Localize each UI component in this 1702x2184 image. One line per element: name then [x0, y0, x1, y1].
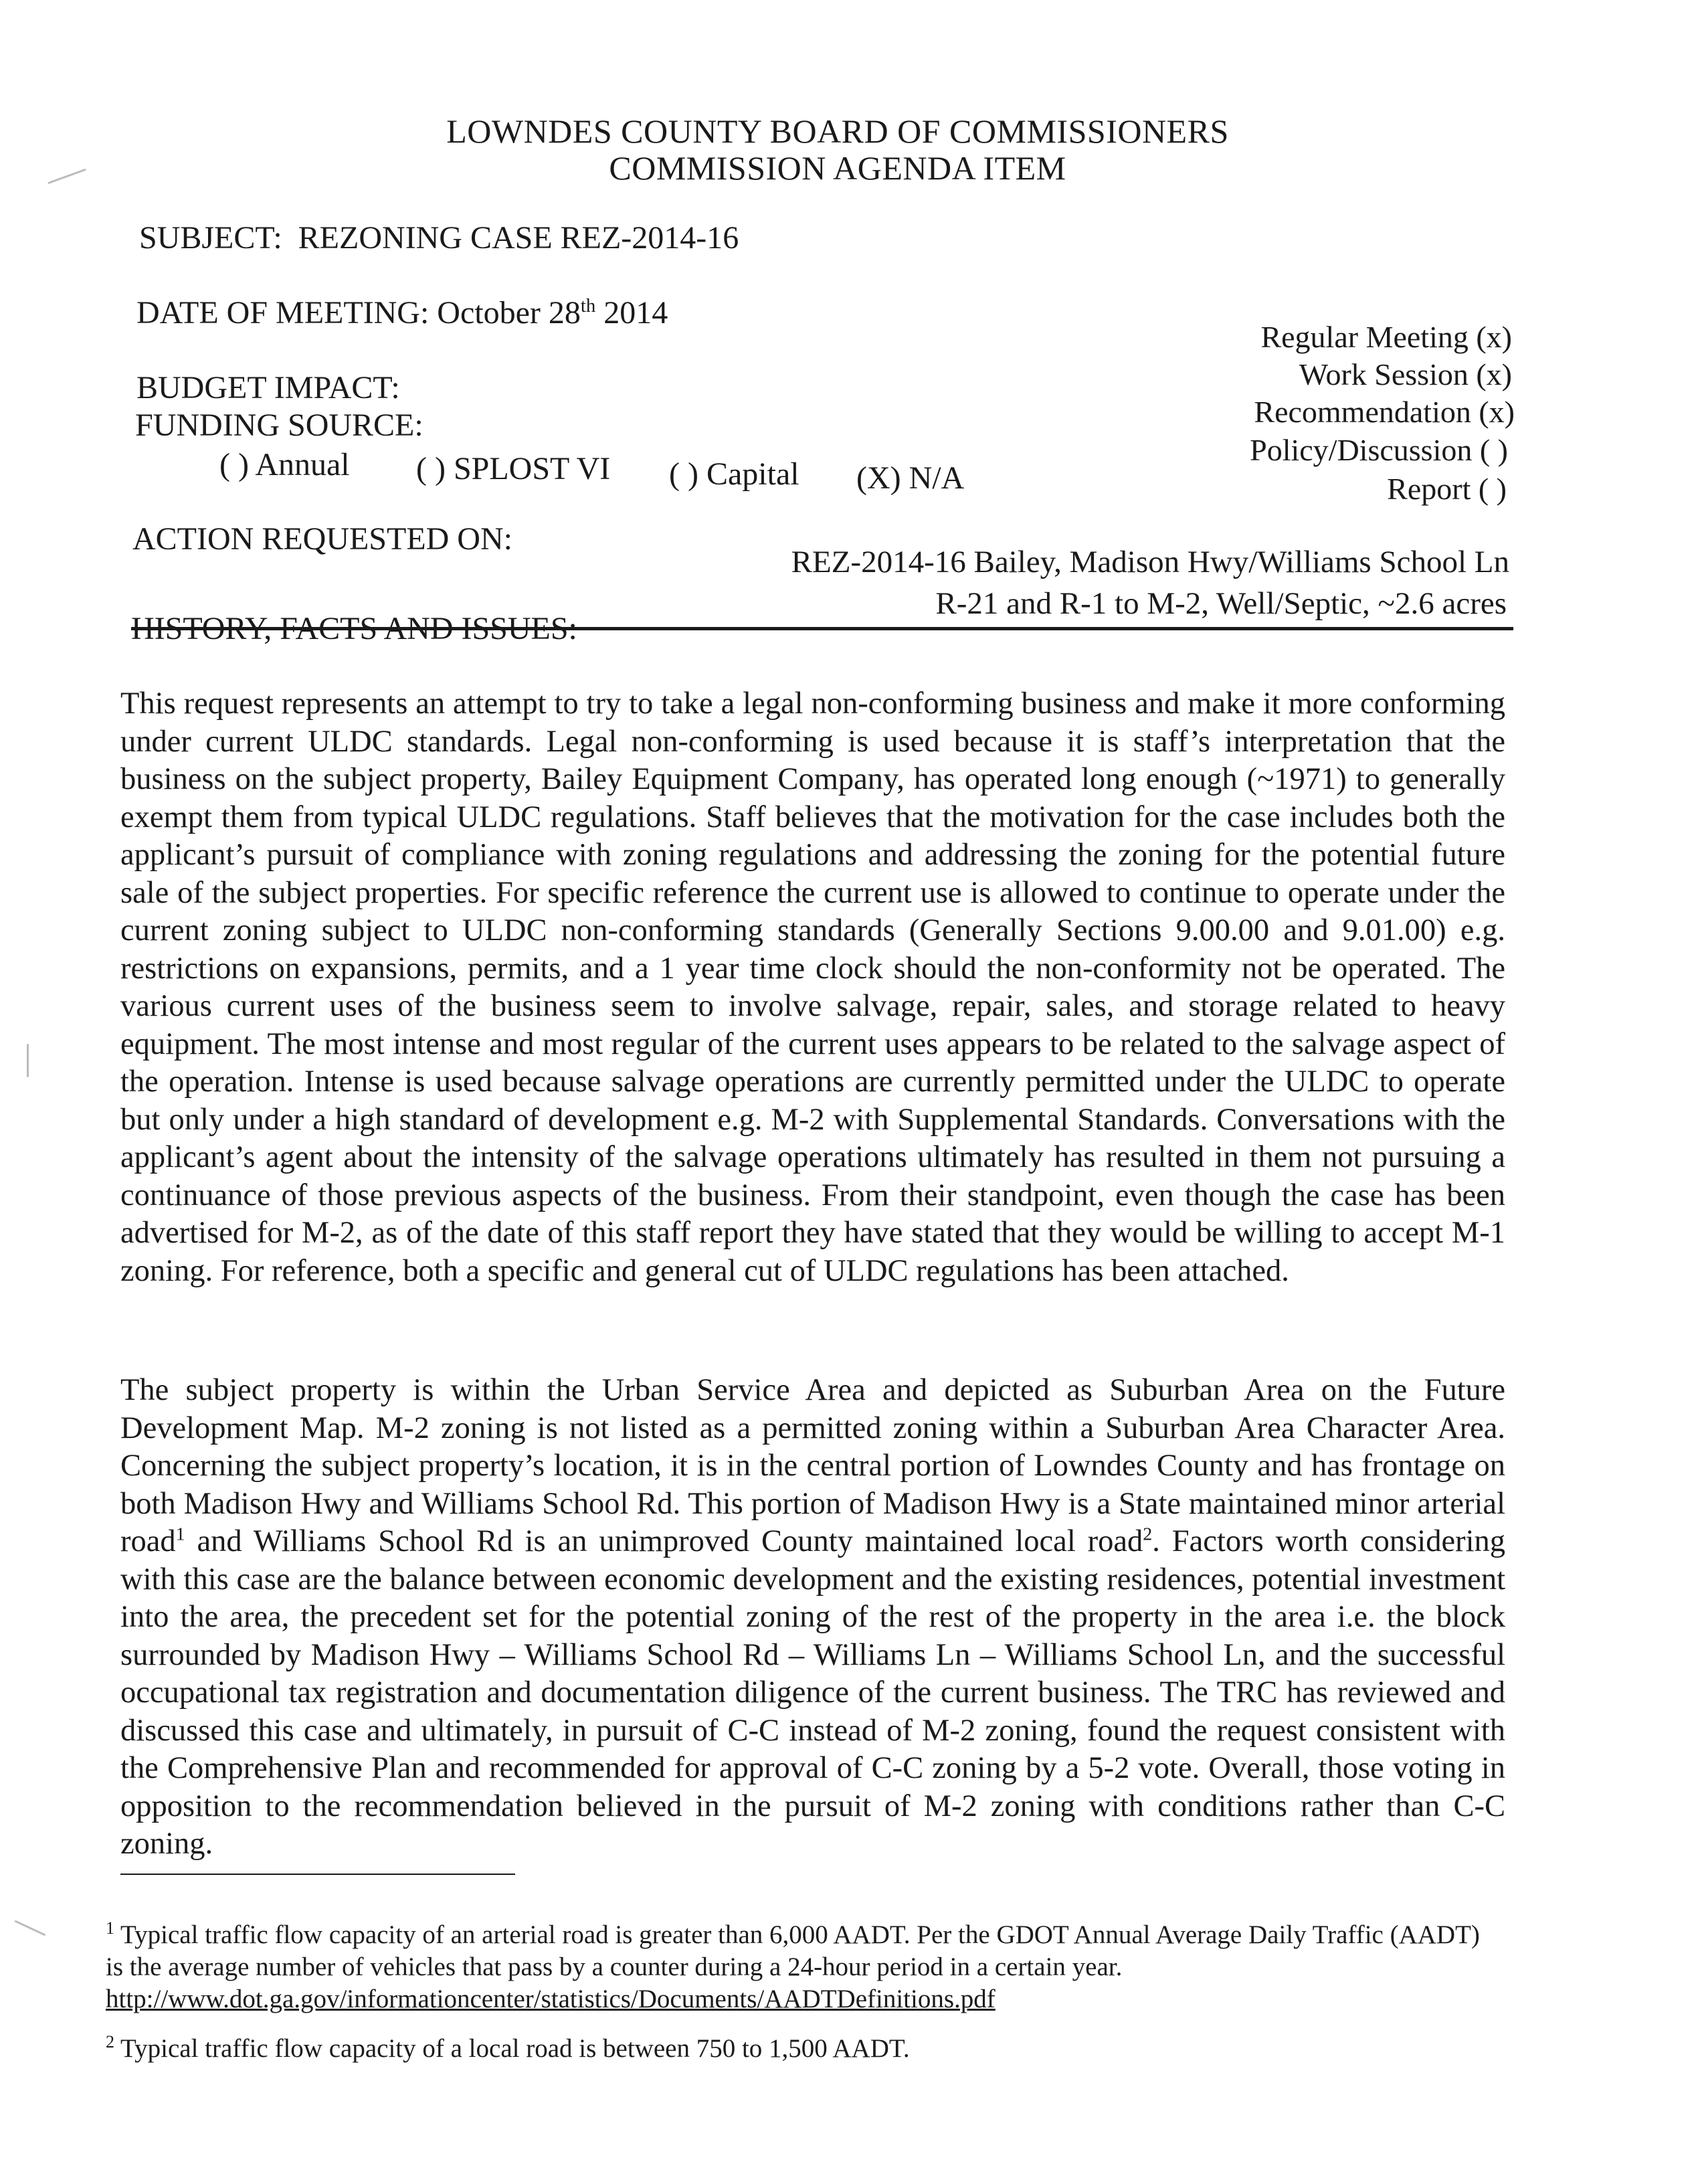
header-title-line2: COMMISSION AGENDA ITEM — [609, 149, 1066, 187]
history-label: HISTORY, FACTS AND ISSUES: — [131, 611, 577, 646]
meeting-date-row — [136, 294, 668, 332]
funding-option-splost: ( ) SPLOST VI — [416, 451, 611, 486]
budget-impact-label: BUDGET IMPACT: — [136, 370, 400, 405]
footnote-ref-1: 1 — [175, 1524, 185, 1545]
meeting-type-report: Report ( ) — [1387, 472, 1507, 506]
meeting-date-label: DATE OF MEETING: — [136, 295, 430, 331]
footnote-2 — [106, 2033, 1497, 2065]
footnote-separator — [120, 1874, 515, 1875]
subject-value: REZONING CASE REZ-2014-16 — [298, 220, 739, 256]
action-requested-label: ACTION REQUESTED ON: — [132, 521, 512, 557]
action-case-line2: R-21 and R-1 to M-2, Well/Septic, ~2.6 acres — [935, 586, 1507, 621]
funding-source-label: FUNDING SOURCE: — [135, 407, 423, 443]
meeting-type-regular: Regular Meeting (x) — [1260, 320, 1512, 354]
meeting-type-recommendation: Recommendation (x) — [1254, 395, 1515, 429]
history-paragraph-2: The subject property is within the Urban Service Area and depicted as Suburban Area on the Future Development Map. M-2 zoning is not listed as a permitted zoning within a Suburban Area Character Area. Concerning the subject property’s location, it is in the central portion of Lowndes County and has frontage on both Madison Hwy and Williams School Rd. This portion of Madison Hwy is a State maintained minor arterial road$^1$ and Williams School Rd is an unimproved County maintained local road$^2$. Factors worth considering with this case are the balance between economic development and the existing residences, potential investment into the area, the precedent set for the potential zoning of the rest of the property in the area i.e. the block surrounded by Madison Hwy – Williams School Rd – Williams Ln – Williams School Ln, and the successful occupational tax registration and documentation diligence of the current business. The TRC has reviewed and discussed this case and ultimately, in pursuit of C-C instead of M-2 zoning, found the request consistent with the Comprehensive Plan and recommended for approval of C-C zoning by a 5-2 vote. Overall, those voting in opposition to the recommendation believed in the pursuit of M-2 zoning with conditions rather than C-C zoning. — [120, 1373, 1505, 1861]
footnote-1-text: Typical traffic flow capacity of an arterial road is greater than 6,000 AADT. Per the GDOT Annual Average Daily Traffic (AADT) is the average number of vehicles that pass by a counter during a 24-hour period in a certain year. — [106, 1920, 1480, 1981]
meeting-type-policy-discussion: Policy/Discussion ( ) — [1250, 433, 1508, 467]
footnote-1-mark: 1 — [106, 1918, 114, 1938]
funding-option-na: (X) N/A — [856, 460, 965, 496]
subject-label: SUBJECT: — [139, 220, 282, 256]
meeting-type-work-session: Work Session (x) — [1299, 357, 1512, 391]
action-case-line1: REZ-2014-16 Bailey, Madison Hwy/Williams School Ln — [791, 545, 1509, 579]
aadt-definitions-link[interactable]: http://www.dot.ga.gov/informationcenter/statistics/Documents/AADTDefinitions.pdf — [106, 1985, 996, 2013]
footnote-ref-2: 2 — [1143, 1524, 1153, 1545]
scan-artifact-mark — [27, 1044, 29, 1077]
footnote-2-mark: 2 — [106, 2032, 114, 2052]
footnote-2-text: Typical traffic flow capacity of a local road is between 750 to 1,500 AADT. — [114, 2034, 910, 2063]
history-paragraph-1: This request represents an attempt to try to take a legal non-conforming business and make it more conforming under current ULDC standards. Legal non-conforming is used because it is staff’s interpretation that the business on the subject property, Bailey Equipment Company, has operated long enough (~1971) to generally exempt them from typical ULDC regulations. Staff believes that the motivation for the case includes both the applicant’s pursuit of compliance with zoning regulations and addressing the zoning for the potential future sale of the subject properties. For specific reference the current use is allowed to continue to operate under the current zoning subject to ULDC non-conforming standards (Generally Sections 9.00.00 and 9.01.00) e.g. restrictions on expansions, permits, and a 1 year time clock should the non-conformity not be operated. The various current uses of the business seem to involve salvage, repair, sales, and storage related to heavy equipment. The most intense and most regular of the current uses appears to be related to the salvage aspect of the operation. Intense is used because salvage operations are currently permitted under the ULDC to operate but only under a high standard of development e.g. M-2 with Supplemental Standards. Conversations with the applicant’s agent about the intensity of the salvage operations ultimately has resulted in them not pursuing a continuance of those previous aspects of the business. From their standpoint, even though the case has been advertised for M-2, as of the date of this staff report they have stated that they would be willing to accept M-1 zoning. For reference, both a specific and general cut of ULDC regulations has been attached. — [120, 687, 1505, 1288]
funding-option-capital: ( ) Capital — [669, 456, 799, 492]
scan-artifact-mark — [15, 1920, 46, 1936]
subject-row — [139, 219, 739, 257]
footnote-1 — [106, 1919, 1497, 2015]
meeting-date-value: October 28th 2014 — [437, 295, 668, 331]
funding-option-annual: ( ) Annual — [219, 447, 350, 482]
header-title-line1: LOWNDES COUNTY BOARD OF COMMISSIONERS — [446, 112, 1229, 150]
